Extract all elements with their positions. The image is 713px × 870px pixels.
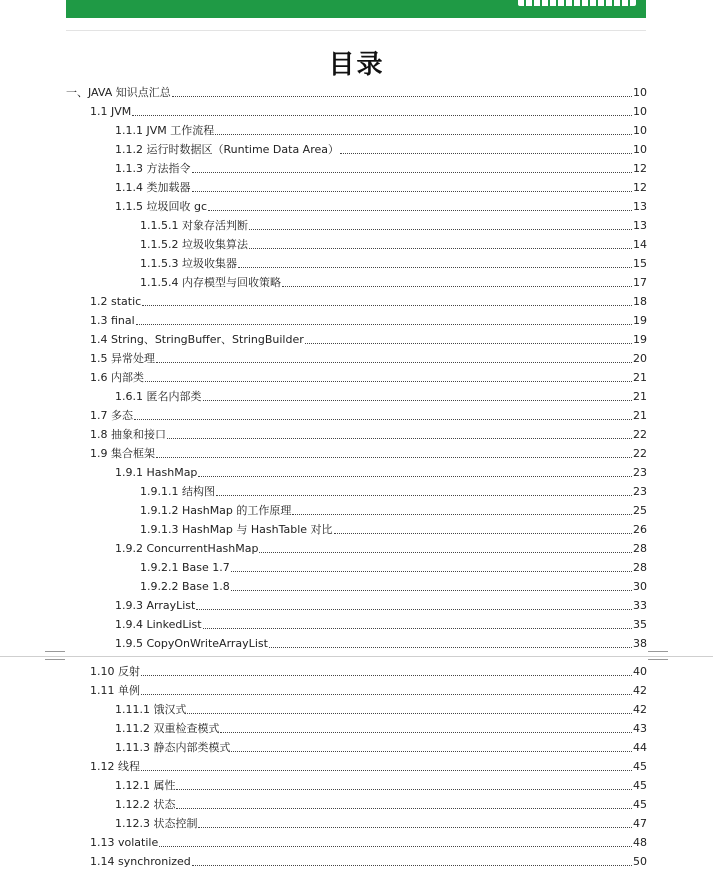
toc-entry-label: 1.9.2 ConcurrentHashMap [115, 542, 259, 555]
toc-entry-label: 1.12.1 属性 [115, 779, 176, 792]
toc-entry[interactable] [90, 681, 647, 697]
toc-dot-leader [192, 172, 633, 173]
toc-entry-label: 1.5 异常处理 [90, 352, 155, 365]
toc-dot-leader [203, 400, 633, 401]
toc-entry-label: 1.4 String、StringBuffer、StringBuilder [90, 333, 304, 346]
toc-entry-page-number: 48 [633, 836, 647, 849]
toc-entry-page-number: 33 [633, 599, 647, 612]
toc-entry[interactable] [140, 482, 647, 498]
toc-entry-label: 1.10 反射 [90, 665, 140, 678]
toc-entry[interactable] [115, 121, 647, 137]
toc-entry-page-number: 45 [633, 760, 647, 773]
toc-dot-leader [231, 571, 632, 572]
page-title: 目录 [328, 50, 385, 80]
toc-entry-label: 1.1.5.3 垃圾收集器 [140, 257, 237, 270]
toc-dot-leader [145, 381, 632, 382]
toc-entry-page-number: 21 [633, 390, 647, 403]
toc-entry[interactable] [115, 539, 647, 555]
toc-entry[interactable] [140, 273, 647, 289]
toc-entry[interactable] [90, 662, 647, 678]
toc-entry-label: 1.9.5 CopyOnWriteArrayList [115, 637, 268, 650]
toc-entry[interactable] [140, 520, 647, 536]
toc-dot-leader [208, 210, 632, 211]
toc-dot-leader [172, 96, 632, 97]
toc-entry[interactable] [115, 596, 647, 612]
toc-dot-leader [231, 751, 632, 752]
toc-dot-leader [249, 229, 632, 230]
toc-entry-label: 1.2 static [90, 295, 142, 308]
toc-entry-page-number: 15 [633, 257, 647, 270]
toc-entry-label: 1.7 多态 [90, 409, 133, 422]
toc-entry-label: 1.13 volatile [90, 836, 159, 849]
toc-entry-label: 1.8 抽象和接口 [90, 428, 166, 441]
toc-entry-label: 1.6 内部类 [90, 371, 144, 384]
toc-entry-page-number: 14 [633, 238, 647, 251]
toc-entry[interactable] [90, 425, 647, 441]
toc-entry-page-number: 10 [633, 86, 647, 99]
toc-entry[interactable] [115, 178, 647, 194]
toc-dot-leader [141, 694, 632, 695]
toc-entry-page-number: 22 [633, 447, 647, 460]
toc-entry[interactable] [115, 197, 647, 213]
toc-dot-leader [215, 134, 632, 135]
toc-dot-leader [269, 647, 632, 648]
toc-entry[interactable] [90, 330, 647, 346]
toc-dot-leader [134, 419, 632, 420]
toc-entry-page-number: 23 [633, 485, 647, 498]
toc-dot-leader [176, 789, 632, 790]
toc-entry-page-number: 42 [633, 703, 647, 716]
toc-entry-page-number: 28 [633, 561, 647, 574]
toc-dot-leader [136, 324, 632, 325]
toc-dot-leader [176, 808, 632, 809]
toc-dot-leader [159, 846, 632, 847]
toc-entry-label: 1.3 final [90, 314, 135, 327]
toc-entry[interactable] [90, 349, 647, 365]
toc-entry[interactable] [90, 311, 647, 327]
toc-dot-leader [142, 305, 632, 306]
toc-entry[interactable] [90, 406, 647, 422]
toc-entry[interactable] [90, 833, 647, 849]
toc-dot-leader [187, 713, 632, 714]
toc-entry-page-number: 35 [633, 618, 647, 631]
toc-entry-page-number: 19 [633, 314, 647, 327]
toc-entry-page-number: 45 [633, 798, 647, 811]
toc-entry-page-number: 10 [633, 105, 647, 118]
toc-entry-page-number: 13 [633, 219, 647, 232]
toc-dot-leader [238, 267, 632, 268]
toc-entry-page-number: 22 [633, 428, 647, 441]
toc-entry-label: 1.9.1.1 结构图 [140, 485, 215, 498]
toc-entry-label: 1.1.5.4 内存模型与回收策略 [140, 276, 281, 289]
toc-entry-label: 1.9.3 ArrayList [115, 599, 196, 612]
toc-entry-page-number: 25 [633, 504, 647, 517]
toc-entry-label: 1.9.1.2 HashMap 的工作原理 [140, 504, 292, 517]
toc-entry-label: 1.9.2.2 Base 1.8 [140, 580, 230, 593]
toc-dot-leader [220, 732, 632, 733]
toc-dot-leader [192, 865, 632, 866]
toc-entry-label: 1.6.1 匿名内部类 [115, 390, 202, 403]
toc-entry-label: 1.14 synchronized [90, 855, 191, 868]
toc-entry-page-number: 13 [633, 200, 647, 213]
toc-dot-leader [141, 770, 632, 771]
toc-entry[interactable] [115, 738, 647, 754]
toc-entry[interactable] [115, 776, 647, 792]
toc-entry[interactable] [115, 387, 647, 403]
toc-dot-leader [198, 476, 632, 477]
toc-entry-page-number: 12 [633, 181, 647, 194]
toc-entry[interactable] [140, 254, 647, 270]
toc-entry-label: 1.1.5.2 垃圾收集算法 [140, 238, 248, 251]
toc-entry-label: 1.12.2 状态 [115, 798, 176, 811]
toc-entry[interactable] [140, 577, 647, 593]
toc-dot-leader [249, 248, 632, 249]
toc-entry-page-number: 44 [633, 741, 647, 754]
toc-entry-page-number: 45 [633, 779, 647, 792]
toc-entry[interactable] [115, 700, 647, 716]
toc-entry-label: 1.12.3 状态控制 [115, 817, 198, 830]
toc-entry[interactable] [90, 368, 647, 384]
toc-entry[interactable] [115, 719, 647, 735]
toc-dot-leader [156, 362, 632, 363]
toc-entry-page-number: 26 [633, 523, 647, 536]
toc-entry[interactable] [140, 501, 647, 517]
toc-entry-label: 1.11 单例 [90, 684, 140, 697]
toc-entry-page-number: 10 [633, 124, 647, 137]
toc-entry-page-number: 42 [633, 684, 647, 697]
toc-entry-label: 1.11.1 饿汉式 [115, 703, 187, 716]
toc-entry-label: 1.1.5 垃圾回收 gc [115, 200, 208, 213]
toc-entry-page-number: 40 [633, 665, 647, 678]
toc-entry-label: 一、JAVA 知识点汇总 [66, 86, 171, 99]
toc-dot-leader [198, 827, 632, 828]
toc-entry-page-number: 21 [633, 409, 647, 422]
toc-entry[interactable] [90, 852, 647, 868]
toc-dot-leader [259, 552, 632, 553]
toc-dot-leader [282, 286, 632, 287]
toc-dot-leader [231, 590, 632, 591]
toc-entry-label: 1.11.3 静态内部类模式 [115, 741, 231, 754]
toc-entry-label: 1.1.2 运行时数据区（Runtime Data Area） [115, 143, 340, 156]
toc-entry-label: 1.9.2.1 Base 1.7 [140, 561, 230, 574]
toc-entry[interactable] [90, 444, 647, 460]
toc-entry-page-number: 20 [633, 352, 647, 365]
toc-dot-leader [203, 628, 632, 629]
toc-dot-leader [196, 609, 632, 610]
toc-entry-label: 1.9.1.3 HashMap 与 HashTable 对比 [140, 523, 333, 536]
toc-entry[interactable] [115, 795, 647, 811]
toc-entry[interactable] [90, 292, 647, 308]
toc-dot-leader [334, 533, 632, 534]
toc-entry[interactable] [140, 558, 647, 574]
toc-entry[interactable] [115, 159, 647, 175]
toc-entry-label: 1.1 JVM [90, 105, 132, 118]
toc-dot-leader [167, 438, 632, 439]
toc-entry-page-number: 10 [633, 143, 647, 156]
toc-entry[interactable] [115, 140, 647, 156]
toc-entry[interactable] [140, 216, 647, 232]
toc-entry-label: 1.1.3 方法指令 [115, 162, 191, 175]
header-banner [66, 0, 646, 18]
toc-entry-label: 1.9 集合框架 [90, 447, 155, 460]
toc-entry-page-number: 17 [633, 276, 647, 289]
toc-entry-label: 1.1.1 JVM 工作流程 [115, 124, 215, 137]
toc-entry-page-number: 23 [633, 466, 647, 479]
toc-dot-leader [216, 495, 632, 496]
toc-entry-page-number: 12 [633, 162, 647, 175]
toc-entry-page-number: 50 [633, 855, 647, 868]
toc-entry-page-number: 19 [633, 333, 647, 346]
toc-entry-label: 1.1.5.1 对象存活判断 [140, 219, 248, 232]
toc-dot-leader [305, 343, 632, 344]
toc-dot-leader [340, 153, 632, 154]
header-divider [66, 30, 646, 31]
toc-entry-page-number: 18 [633, 295, 647, 308]
toc-entry-label: 1.11.2 双重检查模式 [115, 722, 220, 735]
toc-entry-page-number: 30 [633, 580, 647, 593]
toc-entry[interactable] [115, 814, 647, 830]
toc-entry-page-number: 43 [633, 722, 647, 735]
toc-dot-leader [132, 115, 632, 116]
toc-dot-leader [292, 514, 632, 515]
toc-entry[interactable] [90, 757, 647, 773]
toc-entry-page-number: 28 [633, 542, 647, 555]
logo [518, 0, 636, 6]
toc-entry[interactable] [115, 615, 647, 631]
page-margin-marker-left [45, 651, 65, 660]
toc-entry[interactable] [140, 235, 647, 251]
toc-entry-page-number: 47 [633, 817, 647, 830]
toc-entry-label: 1.12 线程 [90, 760, 140, 773]
toc-dot-leader [156, 457, 632, 458]
toc-entry-page-number: 21 [633, 371, 647, 384]
toc-entry[interactable] [66, 83, 647, 99]
toc-entry[interactable] [90, 102, 647, 118]
toc-entry-label: 1.1.4 类加载器 [115, 181, 191, 194]
toc-entry[interactable] [115, 634, 647, 650]
toc-dot-leader [141, 675, 632, 676]
toc-entry-label: 1.9.4 LinkedList [115, 618, 202, 631]
toc-entry[interactable] [115, 463, 647, 479]
page-margin-marker-right [648, 651, 668, 660]
toc-entry-page-number: 38 [633, 637, 647, 650]
page-break-divider [0, 656, 713, 657]
toc-dot-leader [192, 191, 633, 192]
toc-entry-label: 1.9.1 HashMap [115, 466, 198, 479]
